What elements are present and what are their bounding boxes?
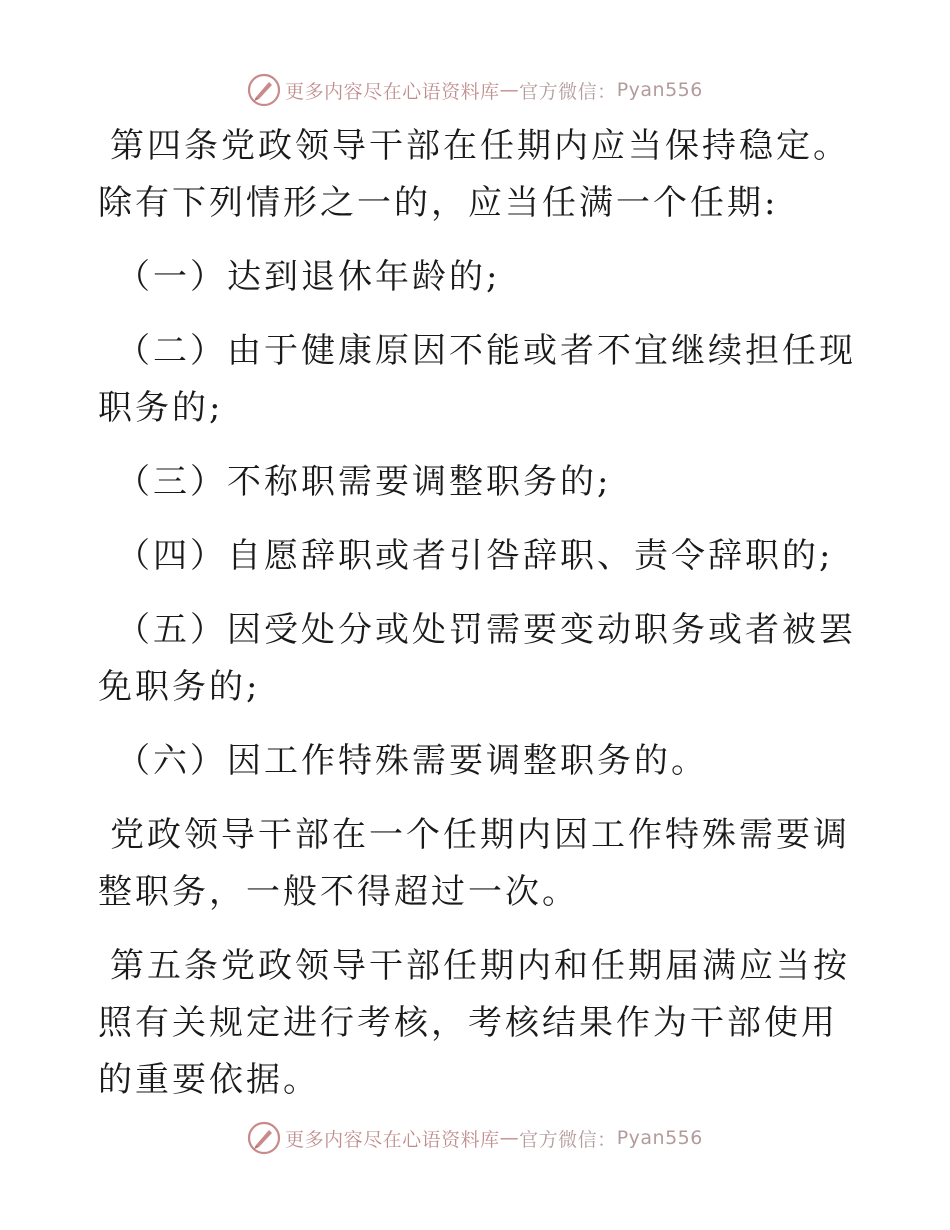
list-item-1: （一）达到退休年龄的; [116,257,501,297]
watermark-separator: — [499,1127,520,1149]
list-item-6: （六）因工作特殊需要调整职务的。 [116,741,708,781]
paragraph-article-4: 第四条党政领导干部在任期内应当保持稳定。除有下列情形之一的，应当任满一个任期: [98,126,850,223]
paragraph-article-5: 第五条党政领导干部任期内和任期届满应当按照有关规定进行考核，考核结果作为干部使用的重要依据。 [98,946,850,1100]
list-item-2: （二）由于健康原因不能或者不宜继续担任现职务的; [98,331,856,428]
list-item-5: （五）因受处分或处罚需要变动职务或者被罢免职务的; [98,610,856,707]
list-item-3: （三）不称职需要调整职务的; [116,462,612,502]
watermark-separator: — [499,79,520,101]
paragraph-adjustment-limit: 党政领导干部在一个任期内因工作特殊需要调整职务，一般不得超过一次。 [98,815,850,912]
watermark-site-text: 更多内容尽在心语资料库 [285,80,500,103]
watermark-wechat-id: Pyan556 [616,79,703,101]
watermark-site-text: 更多内容尽在心语资料库 [285,1128,500,1151]
footer-watermark [0,1118,950,1158]
pen-logo-icon [247,73,281,107]
list-item-4: （四）自愿辞职或者引咎辞职、责令辞职的; [116,536,834,576]
watermark-wechat-label: 官方微信： [519,80,617,103]
watermark-wechat-label: 官方微信： [519,1128,617,1151]
document-body [98,118,858,1126]
header-watermark [0,70,950,110]
watermark-wechat-id: Pyan556 [616,1127,703,1149]
pen-logo-icon [247,1121,281,1155]
